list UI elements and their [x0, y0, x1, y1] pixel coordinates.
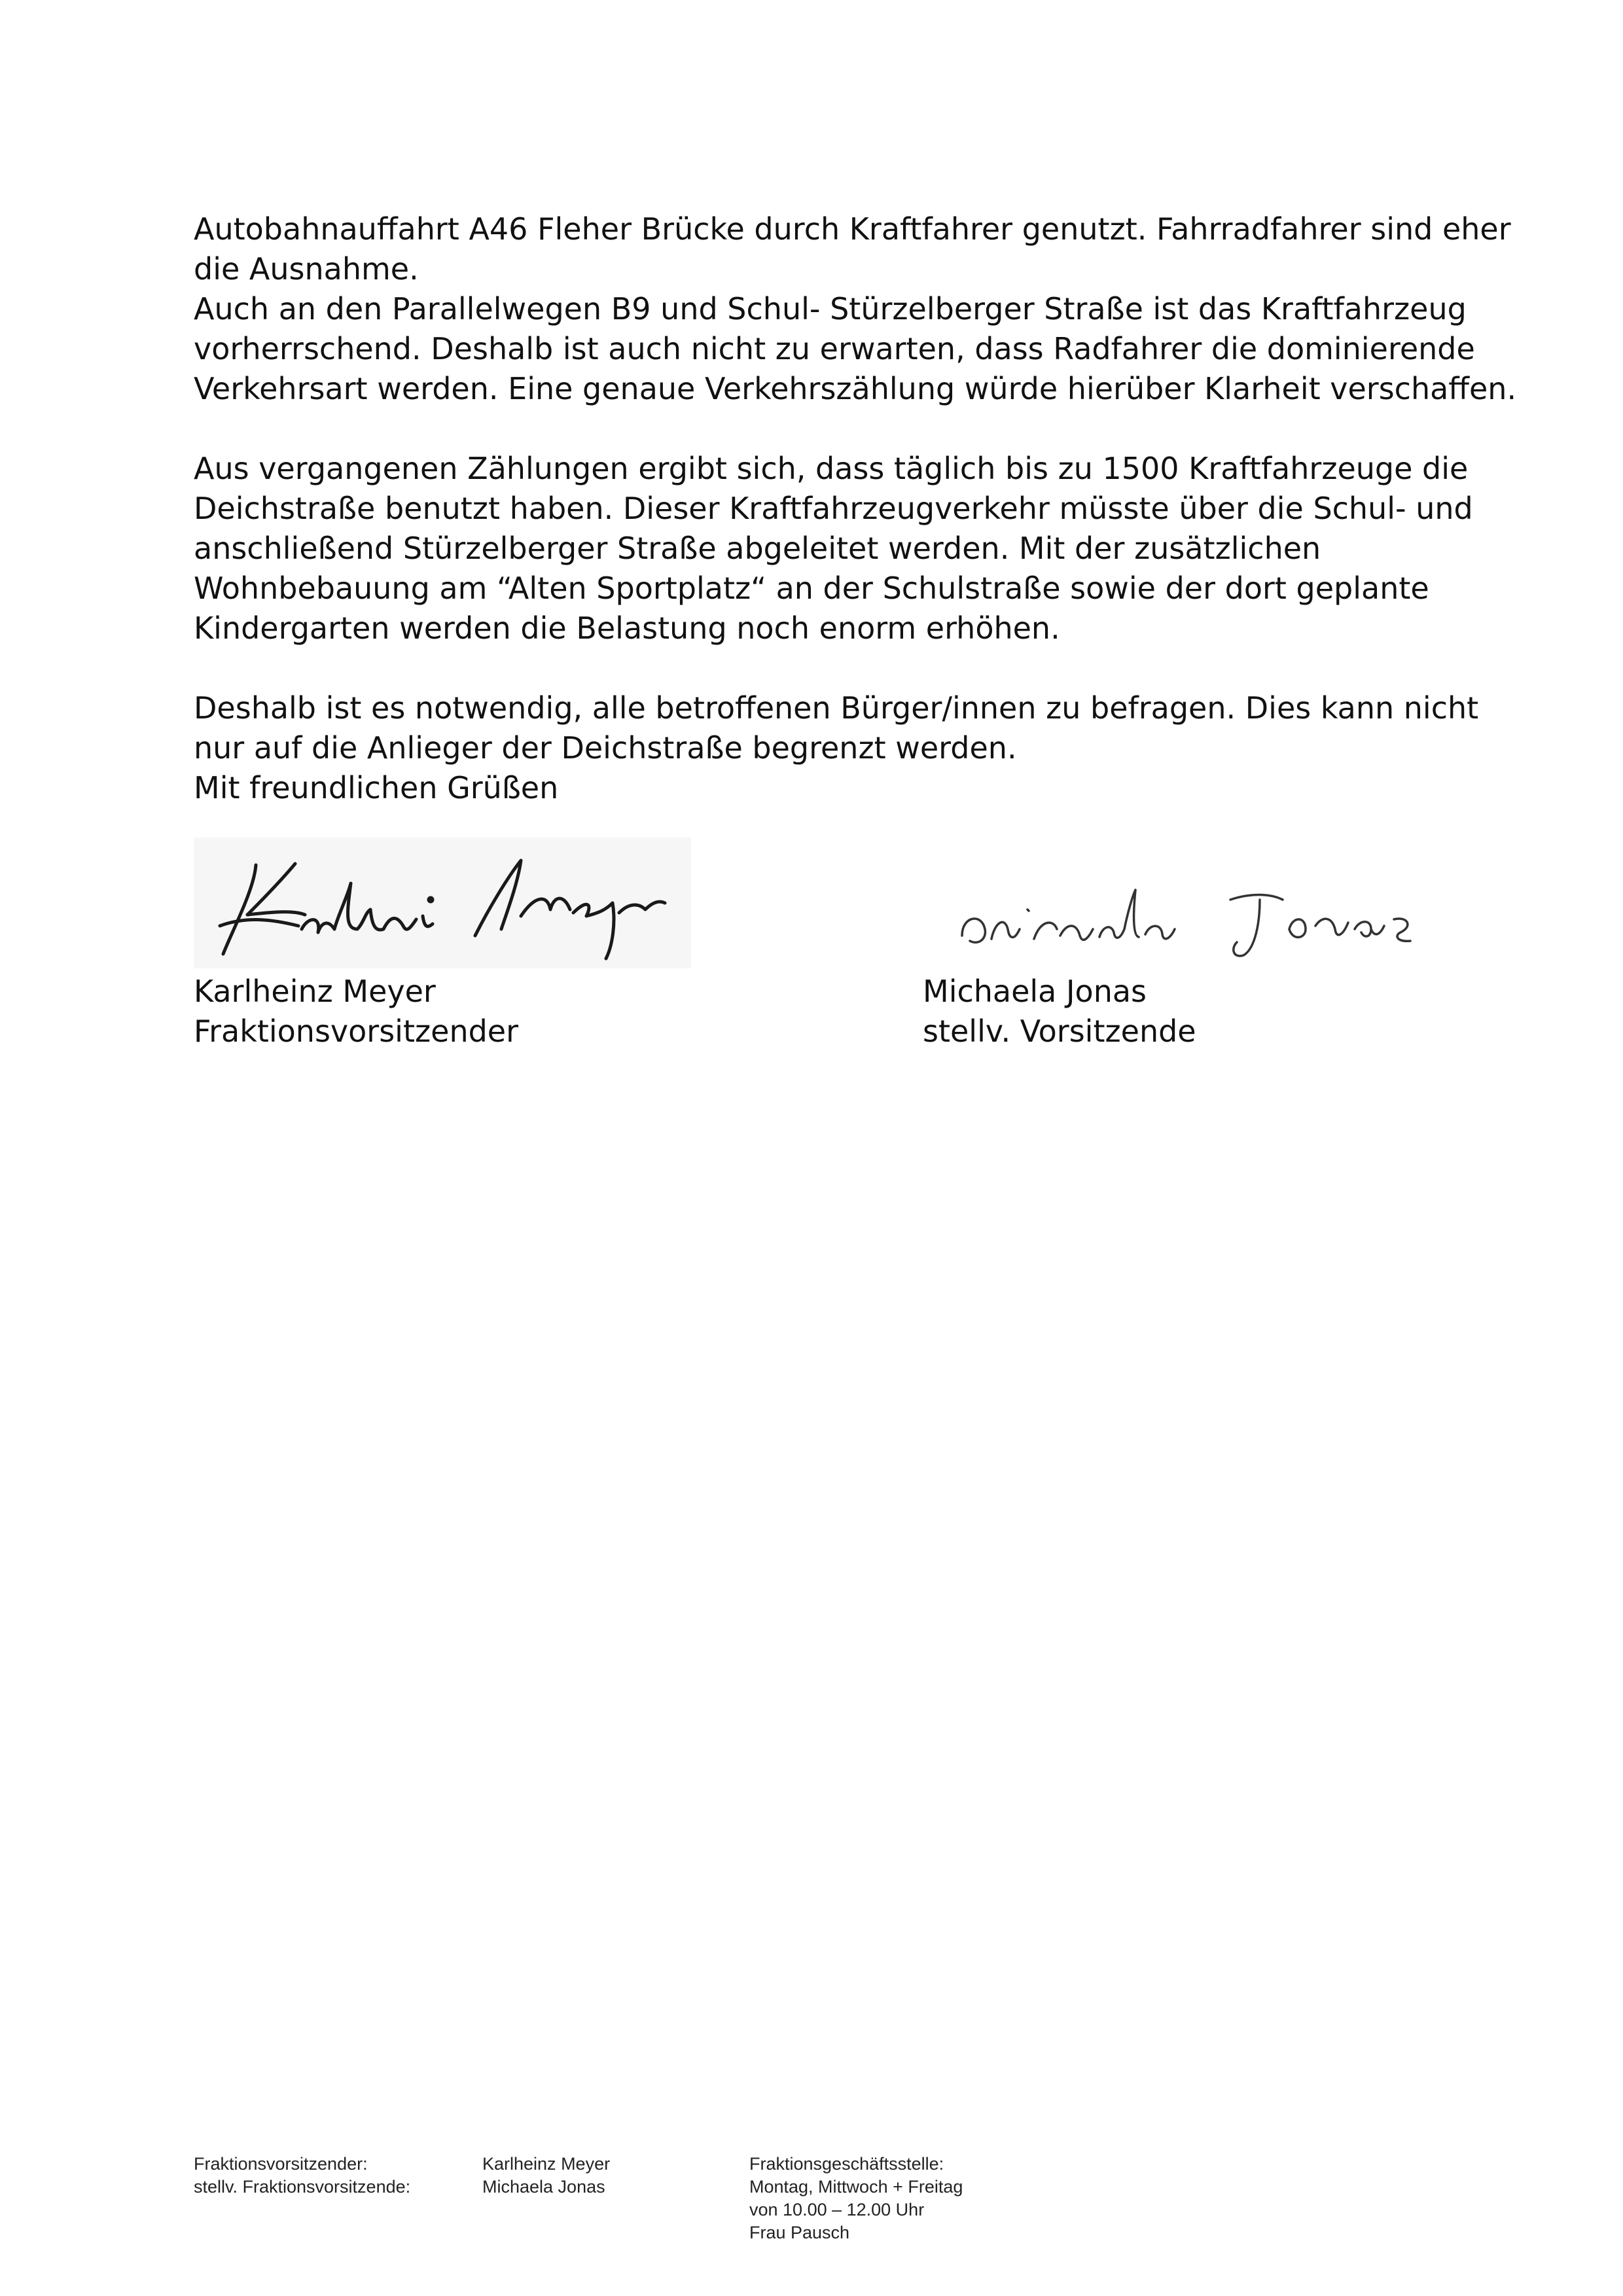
text-line: die Ausnahme.	[194, 251, 419, 287]
text-line: Kindergarten werden die Belastung noch enorm erhöhen.	[194, 610, 1060, 646]
text-line: Deichstraße benutzt haben. Dieser Kraftfahrzeugverkehr müsste über die Schul- und	[194, 491, 1473, 526]
text-line: Deshalb ist es notwendig, alle betroffenen Bürger/innen zu befragen. Dies kann nicht	[194, 690, 1479, 726]
text-line: Auch an den Parallelwegen B9 und Schul- Stürzelberger Straße ist das Kraftfahrzeug	[194, 291, 1467, 327]
footer-roles	[194, 2153, 410, 2199]
paragraph-1	[194, 209, 1517, 409]
letter-body	[194, 209, 1517, 808]
footer-line: Frau Pausch	[749, 2223, 850, 2242]
paragraph-2	[194, 449, 1489, 648]
footer-line: Michaela Jonas	[482, 2177, 605, 2197]
text-line: Aus vergangenen Zählungen ergibt sich, dass täglich bis zu 1500 Kraftfahrzeuge die	[194, 451, 1469, 486]
footer-line: stellv. Fraktionsvorsitzende:	[194, 2177, 411, 2197]
signature-image-karlheinz-meyer	[194, 838, 691, 968]
text-line: Verkehrsart werden. Eine genaue Verkehrszählung würde hierüber Klarheit verschaffen.	[194, 371, 1517, 406]
text-line: nur auf die Anlieger der Deichstraße begrenzt werden.	[194, 730, 1017, 766]
signature-image-michaela-jonas	[942, 864, 1453, 975]
text-line: Autobahnauffahrt A46 Fleher Brücke durch Kraftfahrer genutzt. Fahrradfahrer sind eher	[194, 211, 1511, 247]
footer-line: Montag, Mittwoch + Freitag	[749, 2177, 963, 2197]
signatory-role-right: stellv. Vorsitzende	[923, 1014, 1196, 1049]
paragraph-gap	[194, 648, 1489, 688]
text-line: vorherrschend. Deshalb ist auch nicht zu erwarten, dass Radfahrer die dominierende	[194, 331, 1475, 366]
signature-drawing	[194, 838, 691, 968]
text-line: Wohnbebauung am “Alten Sportplatz“ an der Schulstraße sowie der dort geplante	[194, 571, 1429, 606]
signatory-name-right: Michaela Jonas	[923, 974, 1147, 1009]
footer-office-hours	[749, 2153, 963, 2244]
footer-line: Fraktionsgeschäftsstelle:	[749, 2154, 944, 2174]
signatory-name-left: Karlheinz Meyer	[194, 974, 436, 1009]
footer-line: von 10.00 – 12.00 Uhr	[749, 2200, 925, 2219]
signature-drawing	[942, 864, 1453, 975]
paragraph-gap	[194, 409, 1489, 449]
text-line: anschließend Stürzelberger Straße abgeleitet werden. Mit der zusätzlichen	[194, 531, 1321, 566]
signatory-role-left: Fraktionsvorsitzender	[194, 1014, 519, 1049]
paragraph-3	[194, 688, 1489, 808]
footer-line: Karlheinz Meyer	[482, 2154, 611, 2174]
closing-line: Mit freundlichen Grüßen	[194, 770, 559, 805]
footer-names	[482, 2153, 610, 2199]
footer-line: Fraktionsvorsitzender:	[194, 2154, 368, 2174]
